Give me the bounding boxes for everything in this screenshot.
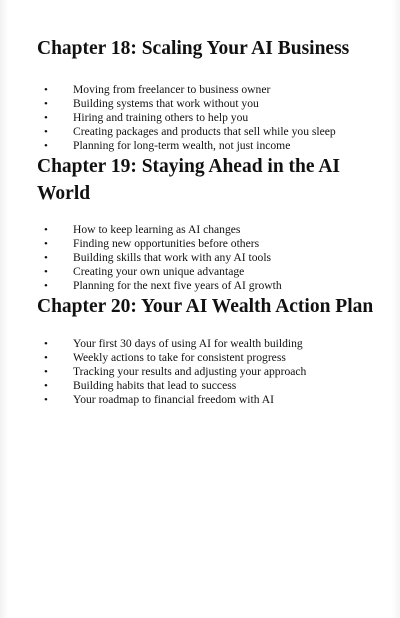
chapter-18-title: Chapter 18: Scaling Your AI Business — [37, 38, 350, 59]
chapter-19-section — [37, 153, 380, 293]
list-item: • Your roadmap to financial freedom with AI — [37, 393, 380, 407]
chapter-20-section — [37, 293, 380, 407]
list-item: • Finding new opportunities before others — [37, 237, 380, 251]
list-item: • Hiring and training others to help you — [37, 111, 380, 125]
list-item: • Creating your own unique advantage — [37, 265, 380, 279]
list-item: • Moving from freelancer to business owner — [37, 83, 380, 97]
list-item: • Weekly actions to take for consistent progress — [37, 351, 380, 365]
list-item: • How to keep learning as AI changes — [37, 223, 380, 237]
list-item: • Planning for the next five years of AI growth — [37, 279, 380, 293]
chapter-18-section — [37, 35, 380, 153]
chapter-19-title: Chapter 19: Staying Ahead in the AI World — [37, 156, 341, 204]
list-item: • Building habits that lead to success — [37, 379, 380, 393]
list-item: • Tracking your results and adjusting your approach — [37, 365, 380, 379]
chapter-20-title: Chapter 20: Your AI Wealth Action Plan — [37, 296, 374, 317]
chapter-20-bullet-list — [37, 337, 380, 407]
list-item: • Your first 30 days of using AI for wealth building — [37, 337, 380, 351]
list-item: • Building skills that work with any AI tools — [37, 251, 380, 265]
chapter-19-bullet-list — [37, 223, 380, 293]
list-item: • Planning for long-term wealth, not just income — [37, 139, 380, 153]
list-item: • Building systems that work without you — [37, 97, 380, 111]
list-item: • Creating packages and products that sell while you sleep — [37, 125, 380, 139]
chapter-18-bullet-list — [37, 83, 380, 153]
